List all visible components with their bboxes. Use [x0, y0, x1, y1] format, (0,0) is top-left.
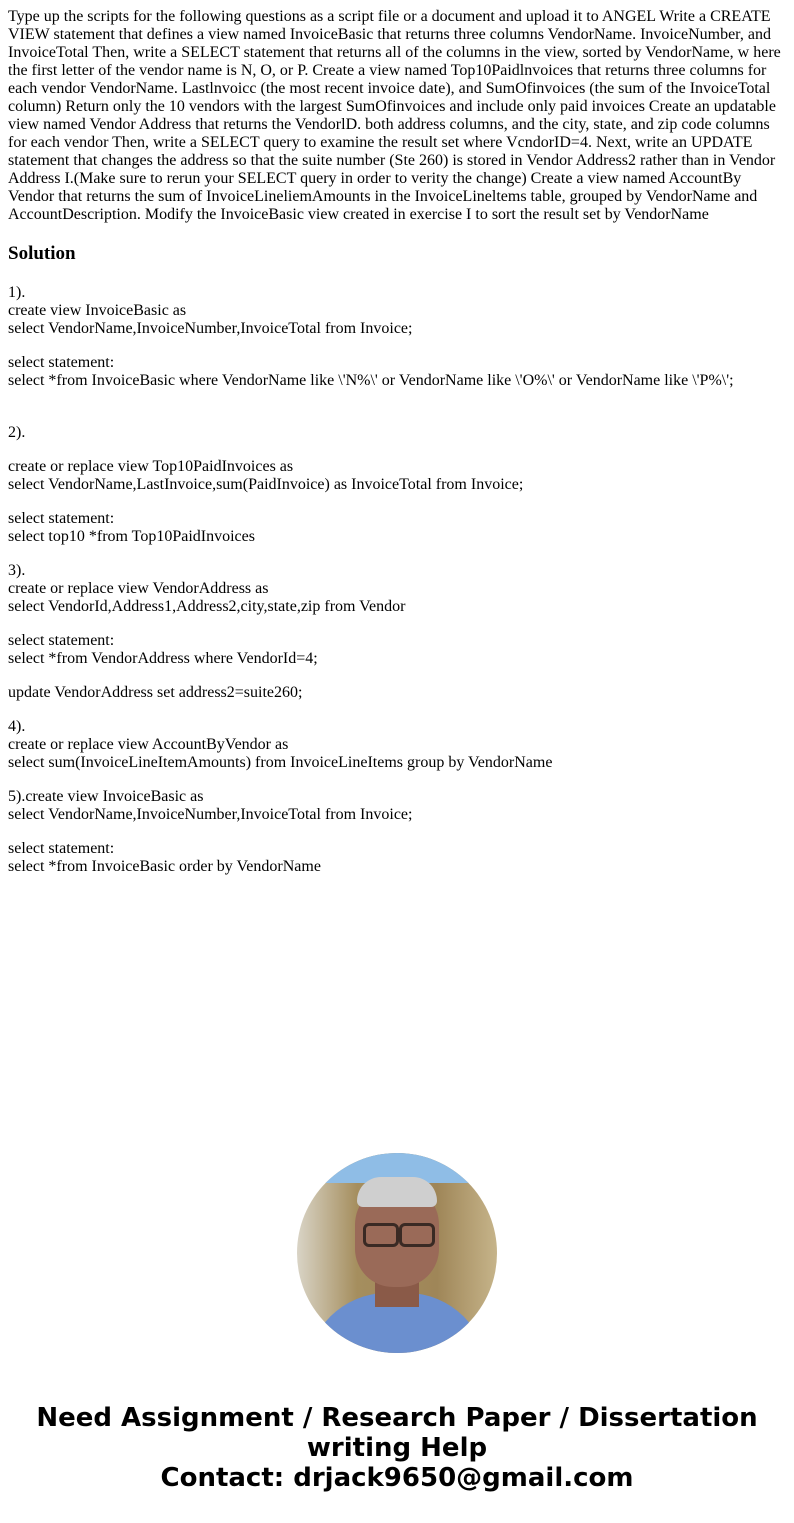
code-line: 4).: [8, 718, 26, 735]
glasses-left: [363, 1223, 399, 1247]
footer-line-2: writing Help: [306, 1433, 488, 1463]
code-line: select *from InvoiceBasic where VendorName like \'N%\' or VendorName like \'O%\' or VendorName like \'P%\';: [8, 372, 734, 389]
photo-hair: [357, 1177, 437, 1207]
solution-block: [8, 632, 786, 668]
code-line: select VendorName,InvoiceNumber,InvoiceTotal from Invoice;: [8, 806, 413, 823]
footer-contact: Contact: drjack9650@gmail.com: [160, 1463, 634, 1493]
code-line: create or replace view AccountByVendor as: [8, 736, 289, 753]
glasses-right: [399, 1223, 435, 1247]
code-line: update VendorAddress set address2=suite260;: [8, 684, 303, 701]
solution-heading: Solution: [8, 243, 76, 264]
code-line: create or replace view VendorAddress as: [8, 580, 269, 597]
question-text: Type up the scripts for the following questions as a script file or a document and upload it to ANGEL Write a CREATE VIEW statement that defines a view named InvoiceBasic that returns three columns VendorName. InvoiceNumber, and InvoiceTotal Then, write a SELECT statement that returns all of the columns in the view, sorted by VendorName, w here the first letter of the vendor name is N, O, or P. Create a view named Top10Paidlnvoices that returns three columns for each vendor VendorName. Lastlnvoicc (the most recent invoice date), and SumOfinvoices (the sum of the InvoiceTotal column) Return only the 10 vendors with the largest SumOfinvoices and include only paid invoices Create an updatable view named Vendor Address that returns the VendorlD. both address columns, and the city, state, and zip code columns for each vendor Then, write a SELECT query to examine the result set where VcndorID=4. Next, write an UPDATE statement that changes the address so that the suite number (Ste 260) is stored in Vendor Address2 rather than in Vendor Address I.(Make sure to rerun your SELECT query in order to verity the change) Create a view named AccountBy Vendor that returns the sum of InvoiceLineliemAmounts in the InvoiceLineltems table, grouped by VendorName and AccountDescription. Modify the InvoiceBasic view created in exercise I to sort the result set by VendorName: [8, 8, 781, 223]
code-line: 3).: [8, 562, 26, 579]
code-line: select *from VendorAddress where VendorId=4;: [8, 650, 318, 667]
solution-block: [8, 424, 786, 442]
solution-block: [8, 840, 786, 876]
author-photo: [297, 1153, 497, 1353]
solution-block: [8, 510, 786, 546]
code-line: create or replace view Top10PaidInvoices as: [8, 458, 294, 475]
code-line: select *from InvoiceBasic order by VendorName: [8, 858, 321, 875]
code-line: select VendorName,LastInvoice,sum(PaidInvoice) as InvoiceTotal from Invoice;: [8, 476, 524, 493]
solution-body: [8, 284, 786, 892]
solution-block: [8, 284, 786, 338]
footer-ad: [0, 1403, 794, 1493]
code-line: 5).create view InvoiceBasic as: [8, 788, 204, 805]
code-line: select statement:: [8, 632, 115, 649]
code-line: 1).: [8, 284, 26, 301]
solution-block: [8, 684, 786, 702]
code-line: create view InvoiceBasic as: [8, 302, 187, 319]
solution-block: [8, 718, 786, 772]
solution-block: [8, 458, 786, 494]
code-line: select VendorName,InvoiceNumber,InvoiceTotal from Invoice;: [8, 320, 413, 337]
footer-line-1: Need Assignment / Research Paper / Dissertation: [36, 1403, 758, 1433]
solution-block: [8, 562, 786, 616]
code-line: select top10 *from Top10PaidInvoices: [8, 528, 255, 545]
solution-block: [8, 354, 786, 390]
code-line: 2).: [8, 424, 26, 441]
code-line: select statement:: [8, 840, 115, 857]
solution-block: [8, 788, 786, 824]
code-line: select statement:: [8, 354, 115, 371]
code-line: select VendorId,Address1,Address2,city,state,zip from Vendor: [8, 598, 406, 615]
code-line: select statement:: [8, 510, 115, 527]
code-line: select sum(InvoiceLineItemAmounts) from InvoiceLineItems group by VendorName: [8, 754, 553, 771]
